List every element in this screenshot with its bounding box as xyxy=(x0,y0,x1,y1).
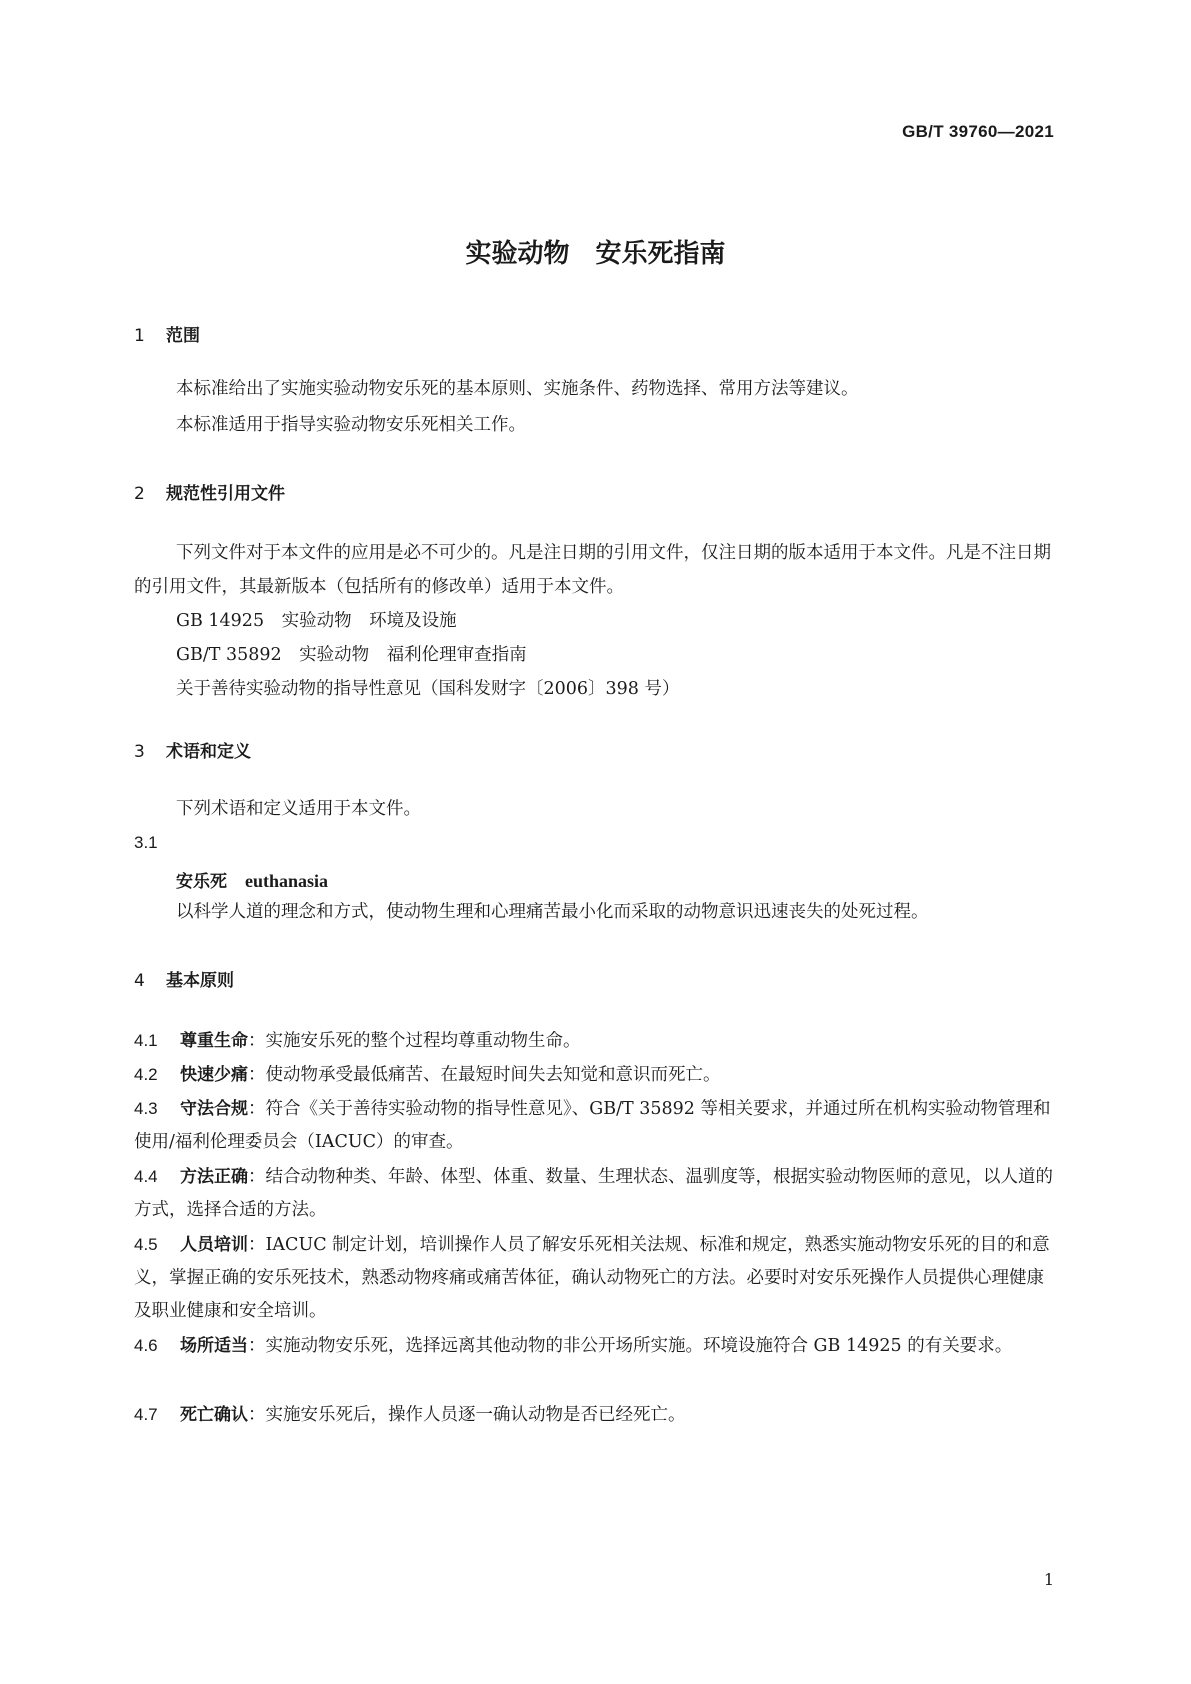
clause-heading: 尊重生命 xyxy=(180,1031,248,1051)
section-title: 范围 xyxy=(166,326,200,346)
clause-heading: 人员培训 xyxy=(180,1235,248,1255)
term-name xyxy=(176,867,328,892)
reference-item: GB 14925 实验动物 环境及设施 xyxy=(176,611,457,631)
section-title: 基本原则 xyxy=(166,971,234,991)
reference-item: 关于善待实验动物的指导性意见（国科发财字〔2006〕398 号） xyxy=(176,679,680,699)
section-1-paragraph-1: 本标准给出了实施实验动物安乐死的基本原则、实施条件、药物选择、常用方法等建议。 xyxy=(176,379,859,399)
standard-number: GB/T 39760—2021 xyxy=(902,122,1054,141)
clause-4-7 xyxy=(134,1398,1054,1432)
clause-4-6 xyxy=(134,1329,1054,1363)
page-number: 1 xyxy=(1043,1570,1054,1589)
clause-text: ：实施安乐死后，操作人员逐一确认动物是否已经死亡。 xyxy=(248,1405,686,1425)
section-number: 1 xyxy=(134,326,145,346)
clause-heading: 守法合规 xyxy=(180,1099,248,1119)
clause-4-1 xyxy=(134,1024,1054,1058)
clause-4-5 xyxy=(134,1228,1054,1328)
clause-4-3 xyxy=(134,1092,1054,1159)
reference-item: GB/T 35892 实验动物 福利伦理审查指南 xyxy=(176,645,527,665)
clause-text: ：符合《关于善待实验动物的指导性意见》、GB/T 35892 等相关要求，并通过所在机构实验动物管理和使用/福利伦理委员会（IACUC）的审查。 xyxy=(134,1099,1051,1152)
clause-number: 4.1 xyxy=(134,1031,158,1050)
clause-text: ：结合动物种类、年龄、体型、体重、数量、生理状态、温驯度等，根据实验动物医师的意见，以人道的方式，选择合适的方法。 xyxy=(134,1167,1053,1220)
term-name-en: euthanasia xyxy=(245,871,329,891)
clause-heading: 场所适当 xyxy=(180,1336,248,1356)
clause-number: 4.5 xyxy=(134,1235,158,1254)
section-number: 4 xyxy=(134,971,145,991)
section-title: 规范性引用文件 xyxy=(166,484,285,504)
clause-number: 4.2 xyxy=(134,1065,158,1084)
section-title: 术语和定义 xyxy=(166,742,251,762)
clause-text: ：实施动物安乐死，选择远离其他动物的非公开场所实施。环境设施符合 GB 14925 的有关要求。 xyxy=(248,1336,1013,1356)
clause-4-2 xyxy=(134,1058,1054,1092)
term-number: 3.1 xyxy=(134,833,158,852)
clause-number: 4.7 xyxy=(134,1405,158,1424)
section-4-heading xyxy=(134,966,234,991)
clause-number: 4.4 xyxy=(134,1167,158,1186)
section-2-heading xyxy=(134,479,285,504)
clause-heading: 快速少痛 xyxy=(180,1065,248,1085)
clause-text: ：IACUC 制定计划，培训操作人员了解安乐死相关法规、标准和规定，熟悉实施动物安乐死的目的和意义，掌握正确的安乐死技术，熟悉动物疼痛或痛苦体征，确认动物死亡的方法。必要时对安乐死操作人员提供心理健康及职业健康和安全培训。 xyxy=(134,1235,1050,1321)
clause-number: 4.3 xyxy=(134,1099,158,1118)
clause-4-4 xyxy=(134,1160,1054,1227)
clause-number: 4.6 xyxy=(134,1336,158,1355)
section-1-heading xyxy=(134,321,200,346)
document-title: 实验动物 安乐死指南 xyxy=(465,239,726,269)
section-3-paragraph-1: 下列术语和定义适用于本文件。 xyxy=(176,799,421,819)
clause-text: ：实施安乐死的整个过程均尊重动物生命。 xyxy=(248,1031,581,1051)
section-1-paragraph-2: 本标准适用于指导实验动物安乐死相关工作。 xyxy=(176,415,526,435)
clause-heading: 死亡确认 xyxy=(180,1405,248,1425)
section-number: 2 xyxy=(134,484,145,504)
section-2-paragraph-1: 下列文件对于本文件的应用是必不可少的。凡是注日期的引用文件，仅注日期的版本适用于本文件。凡是不注日期的引用文件，其最新版本（包括所有的修改单）适用于本文件。 xyxy=(134,543,1051,597)
section-number: 3 xyxy=(134,742,145,762)
term-name-zh: 安乐死 xyxy=(176,872,227,892)
clause-text: ：使动物承受最低痛苦、在最短时间失去知觉和意识而死亡。 xyxy=(248,1065,721,1085)
section-3-heading xyxy=(134,737,251,762)
clause-heading: 方法正确 xyxy=(180,1167,248,1187)
term-definition: 以科学人道的理念和方式，使动物生理和心理痛苦最小化而采取的动物意识迅速丧失的处死过程。 xyxy=(176,902,929,922)
